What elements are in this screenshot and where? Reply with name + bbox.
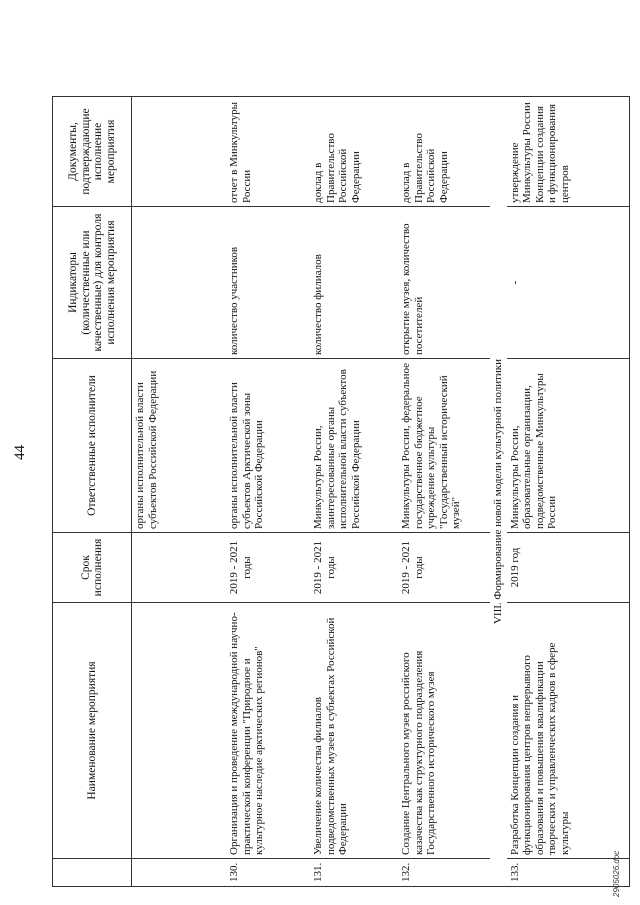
- header-term: Срок исполнения: [53, 533, 132, 603]
- header-indicators: Индикаторы (количественные или качественные) для контроля исполнения мероприятия: [53, 207, 132, 359]
- cell-number: 132.: [398, 859, 490, 887]
- table-header-row: [53, 97, 132, 887]
- cell-documents: утверждение Минкультуры России Концепции создания и функционирования центров: [507, 97, 630, 207]
- cell-number: 133.: [507, 859, 630, 887]
- header-responsible: Ответственные исполнители: [53, 359, 132, 533]
- table-row: [507, 97, 630, 887]
- table-row: [226, 97, 310, 887]
- cell-term: 2019 - 2021 годы: [398, 533, 490, 603]
- section-heading-row: [490, 97, 507, 887]
- cell-term: 2019 год: [507, 533, 630, 603]
- cell-indicators: открытие музея, количество посетителей: [398, 207, 490, 359]
- cell-indicators: [132, 207, 227, 359]
- header-number: [53, 859, 132, 887]
- cell-term: 2019 - 2021 годы: [310, 533, 398, 603]
- cell-indicators: -: [507, 207, 630, 359]
- cell-responsible: Минкультуры России, образовательные организации, подведомственные Минкультуры России: [507, 359, 630, 533]
- cell-indicators: количество филиалов: [310, 207, 398, 359]
- cell-event-name: [132, 603, 227, 859]
- cell-indicators: количество участников: [226, 207, 310, 359]
- table-row: [310, 97, 398, 887]
- cell-responsible: Минкультуры России, заинтересованные органы исполнительной власти субъектов Российской Федерации: [310, 359, 398, 533]
- header-documents: Документы, подтверждающие исполнение мероприятия: [53, 97, 132, 207]
- cell-responsible: Минкультуры России, федеральное государственное бюджетное учреждение культуры "Государственный исторический музей": [398, 359, 490, 533]
- section-title: VIII. Формирование новой модели культурной политики: [490, 97, 507, 887]
- cell-term: [132, 533, 227, 603]
- cell-term: 2019 - 2021 годы: [226, 533, 310, 603]
- cell-number: [132, 859, 227, 887]
- cell-documents: [132, 97, 227, 207]
- cell-number: 130.: [226, 859, 310, 887]
- cell-event-name: Создание Центрального музея российского казачества как структурного подразделения Государственного исторического музея: [398, 603, 490, 859]
- table-row: [398, 97, 490, 887]
- cell-documents: отчет в Минкультуры России: [226, 97, 310, 207]
- cell-responsible: органы исполнительной власти субъектов Арктической зоны Российской Федерации: [226, 359, 310, 533]
- cell-event-name: Увеличение количества филиалов подведомственных музеев в субъектах Российской Федерации: [310, 603, 398, 859]
- cell-responsible: органы исполнительной власти субъектов Российской Федерации: [132, 359, 227, 533]
- cell-event-name: Разработка Концепции создания и функционирования центров непрерывного образования и повышения квалификации творческих и управленческих кадров в сфере культуры: [507, 603, 630, 859]
- cell-documents: доклад в Правительство Российской Федерации: [398, 97, 490, 207]
- header-event-name: Наименование мероприятия: [53, 603, 132, 859]
- events-table: [52, 96, 630, 887]
- cell-number: 131.: [310, 859, 398, 887]
- table-row-continuation: [132, 97, 227, 887]
- page-number: 44: [12, 445, 28, 460]
- cell-event-name: Организация и проведение международной научно-практической конференции "Природное и культурное наследие арктических регионов": [226, 603, 310, 859]
- cell-documents: доклад в Правительство Российской Федерации: [310, 97, 398, 207]
- footer-file-code: 2905026.doc: [612, 850, 621, 897]
